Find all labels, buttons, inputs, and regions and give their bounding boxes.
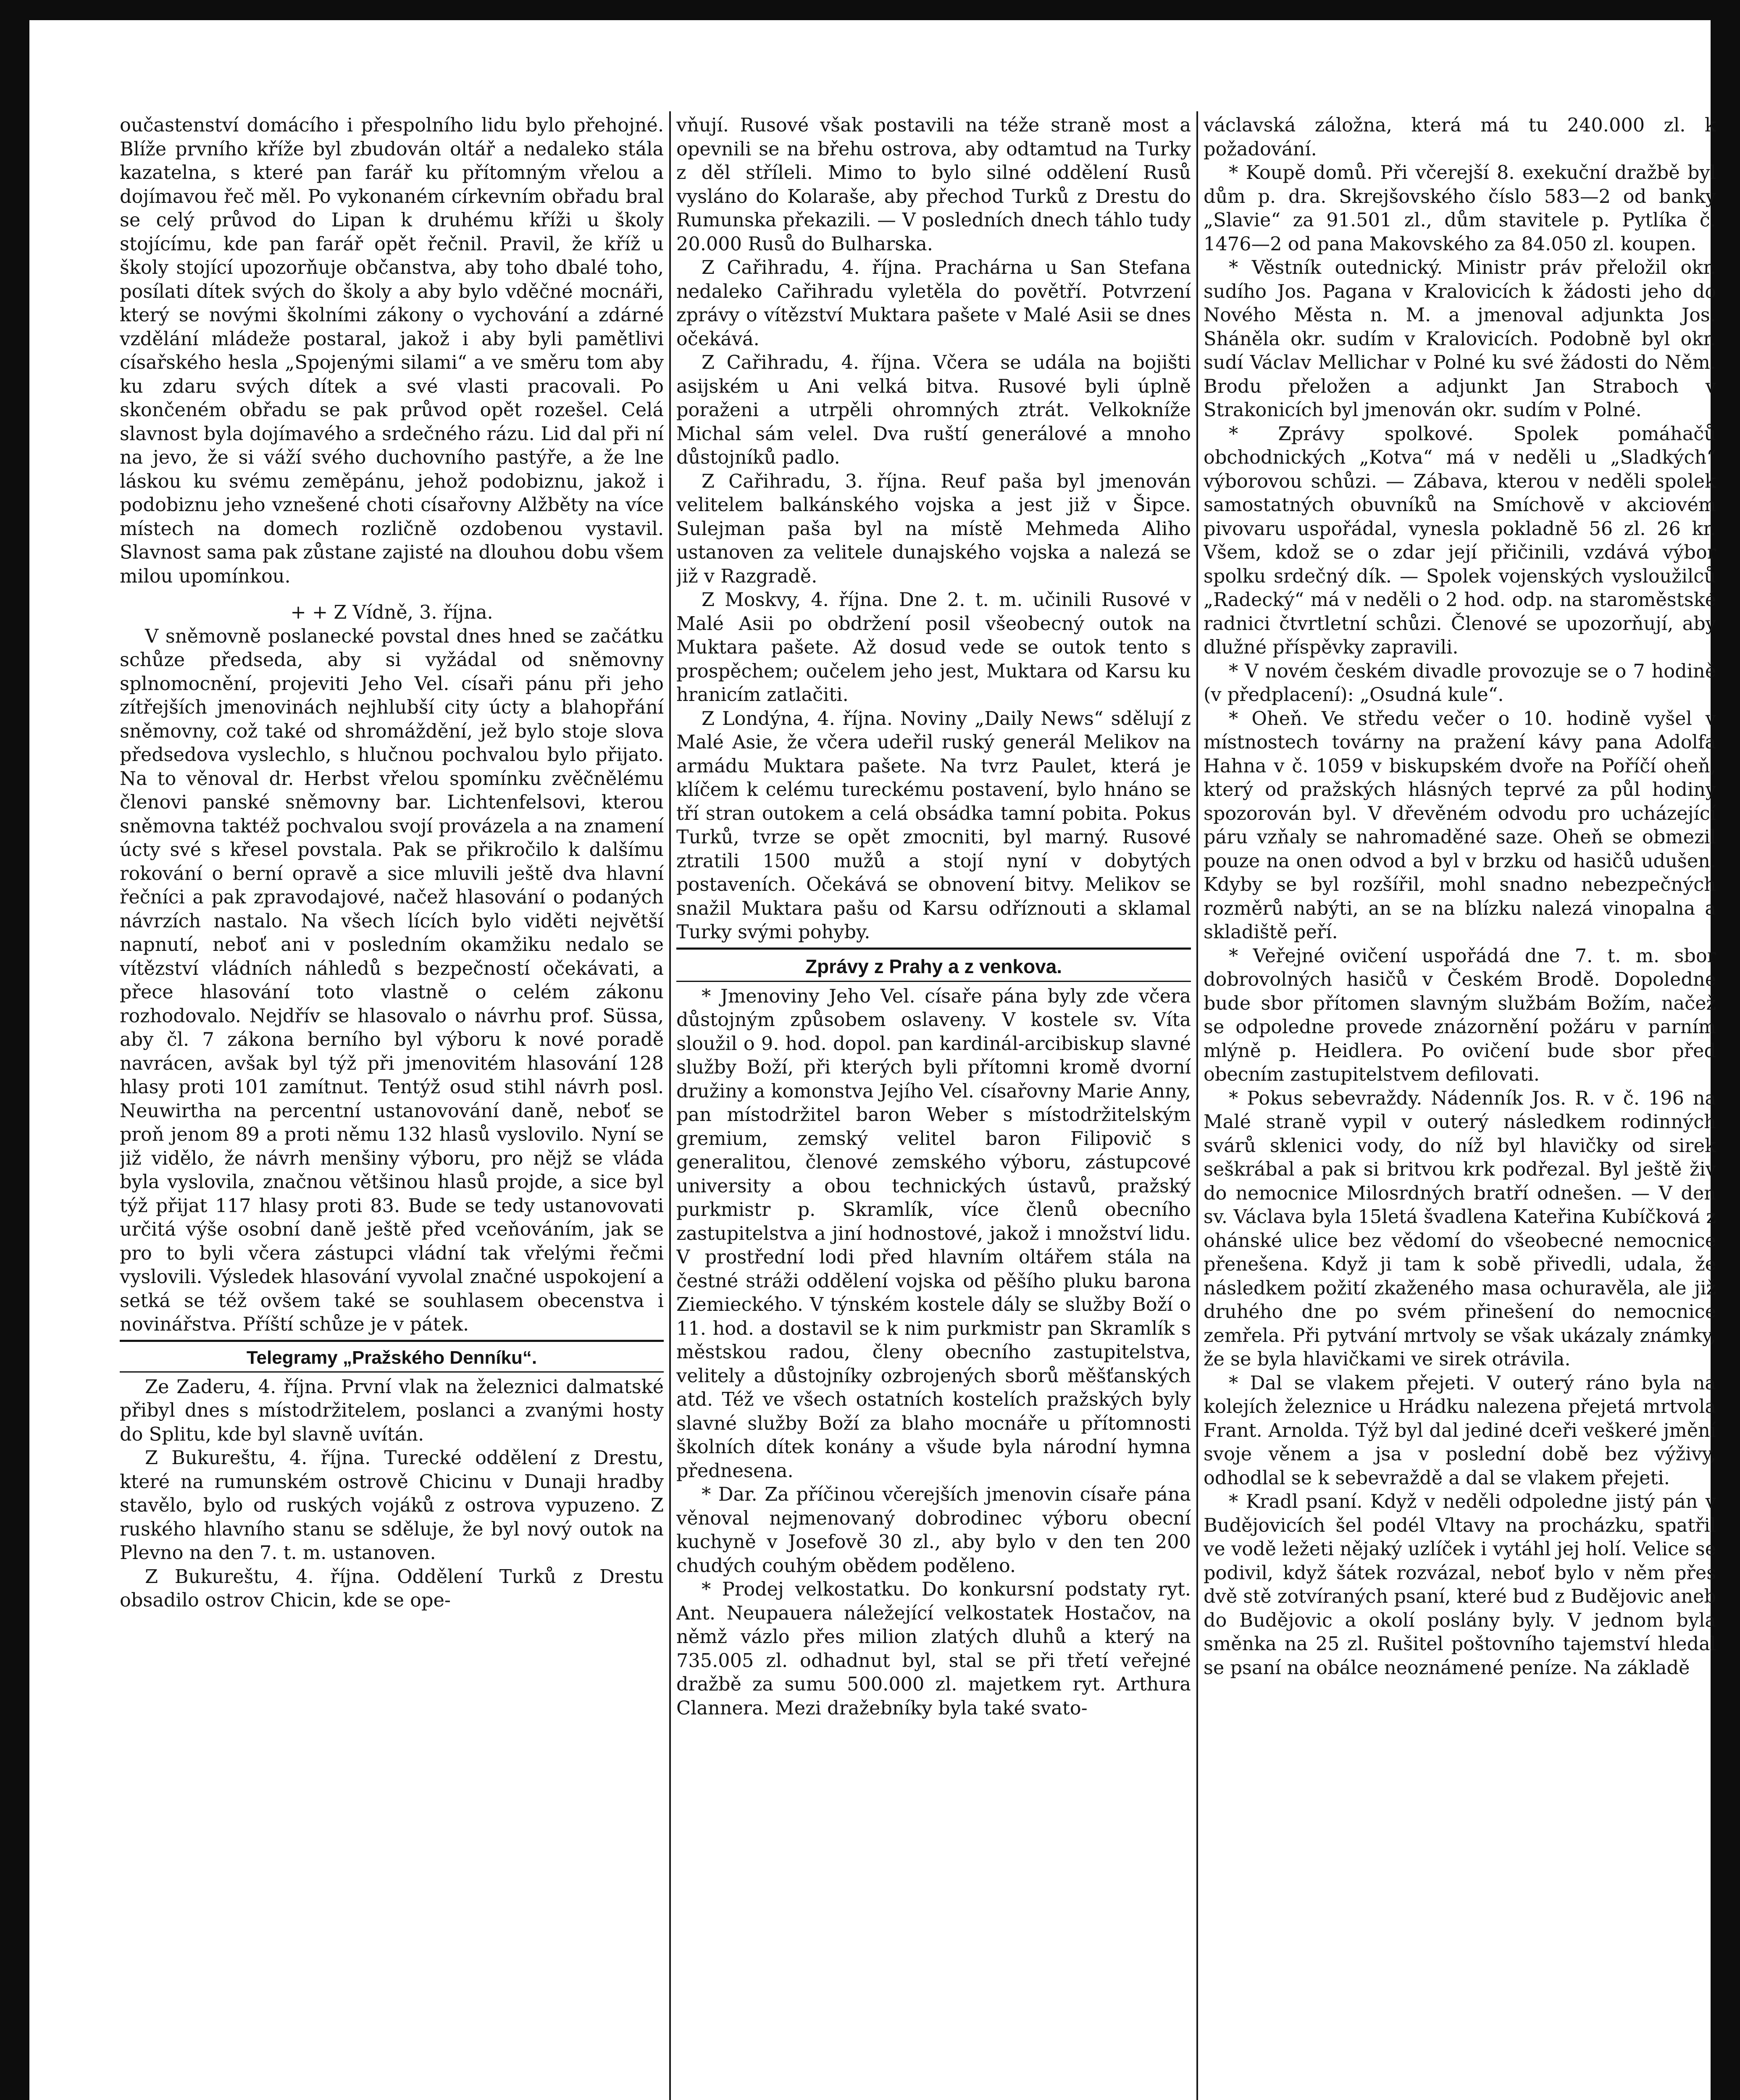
news-suicide-attempt: * Pokus sebevraždy. Nádenník Jos. R. v č. 196 na Malé straně vypil v outerý následkem rodinných svárů sklenici vody, do níž byl hlavičky od sirek seškrábal a pak si britvou krk podřezal. Byl ještě živ do nemocnice Milosrdných bratří odnešen. — V den sv. Václava byla 15letá švadlena Kateřina Kubíčková z ohánské ulice bez vědomí do všeobecné nemocnice přenešena. Když ji tam k sobě přivedli, udala, že následkem požití zkaženého masa ochuravěla, ale již druhého dne po svém přinešení do nemocnice zemřela. Při pytvání mrtvoly se však ukázaly známky, že se byla hlavičkami ve sirek otrávila. <box>1204 1087 1716 1370</box>
news-official-gazette: * Věstník outednický. Ministr práv přeložil okr. sudího Jos. Pagana v Kralovicích k žádosti jeho do Nového Města n. M. a jmenoval adjunkta Jos. Sháněla okr. sudím v Kralovicích. Podobně byl okr. sudí Václav Mellichar v Polné ku své žádosti do Něm. Brodu přeložen a adjunkt Jan Straboch v Strakonicích byl jmenován okr. sudím v Polné. <box>1204 257 1716 421</box>
scan-border-left <box>0 0 29 2100</box>
column-1 <box>120 113 664 2100</box>
telegram-bucharest-1: Z Bukureštu, 4. října. Turecké oddělení z Drestu, které na rumunském ostrově Chicinu v Dunaji hradby stavělo, bylo od ruských vojáků z ostrova vypuzeno. Z ruského hlavního stanu se sděluje, že byl nový outok na Plevno na den 7. t. m. ustanoven. <box>120 1447 664 1564</box>
news-estate-sale: * Prodej velkostatku. Do konkursní podstaty ryt. Ant. Neupauera náležející velkostatek Hostačov, na němž vázlo přes milion zlatých dluhů a který na 735.005 zl. odhadnut byl, stal se při třetí veřejné dražbě za sumu 500.000 zl. majetkem ryt. Arthura Clannera. Mezi dražebníky byla také svato- <box>676 1578 1191 1719</box>
telegram-bucharest-continued: vňují. Rusové však postavili na téže straně most a opevnili se na břehu ostrova, aby odtamtud na Turky z děl stříleli. Mimo to bylo silné oddělení Rusů vysláno do Kolaraše, aby přechod Turků z Drestu do Rumunska překazili. — V posledních dnech táhlo tudy 20.000 Rusů do Bulharska. <box>676 114 1191 255</box>
column-rule-2 <box>1196 111 1198 2100</box>
news-fire: * Oheň. Ve středu večer o 10. hodině vyšel v místnostech továrny na pražení kávy pana Adolfa Hahna v č. 1059 v biskupském dvoře na Poříčí oheň, který od pražských hlásných teprvé za půl hodiny spozorován byl. V dřevěném odvodu pro ucházející páru vzňaly se nahromaděné saze. Oheň se obmezil pouze na onen odvod a byl v brzku od hasičů udušen. Kdyby se byl rozšířil, mohl snadno nebezpečných rozměrů nabýti, an se na blízku nalezá vinopalna a skladiště peří. <box>1204 707 1716 943</box>
telegram-bucharest-2: Z Bukureštu, 4. října. Oddělení Turků z Drestu obsadilo ostrov Chicin, kde se ope- <box>120 1565 664 1611</box>
news-train-death: * Dal se vlakem přejeti. V outerý ráno byla na kolejích železnice u Hrádku nalezena přejetá mrtvola Frant. Arnolda. Týž byl dal jediné dceři veškeré jmění svoje věnem a jsa v poslední době bez výživy, odhodlal se k sebevraždě a dal se vlakem přejeti. <box>1204 1372 1716 1489</box>
column-2 <box>676 113 1191 2100</box>
telegram-constantinople-2: Z Cařihradu, 4. října. Včera se udála na bojišti asijském u Ani velká bitva. Rusové byli úplně poraženi a utrpěli ohromných ztrát. Velkokníže Michal sám velel. Dva ruští generálové a mnoho důstojníků padlo. <box>676 352 1191 468</box>
column-3 <box>1204 113 1716 2100</box>
article-ceremony-continued: oučastenství domácího i přespolního lidu bylo přehojné. Blíže prvního kříže byl zbudován oltář a nedaleko stála kazatelna, s které pan farář ku přítomným vřelou a dojímavou řeč měl. Po vykonaném církevním obřadu bral se celý průvod do Lipan k druhému kříži u školy stojícímu, kde pan farář opět řečnil. Pravil, že kříž u školy stojící upozorňuje občanstva, aby toho dbalé toho, posílati dítek svých do školy a aby bylo vděčné mocnáři, který se novými školními zákony o vychování a zdárné vzdělání mládeže postaral, jakož i aby byli pamětlivi císařského hesla „Spojenými silami“ a ve směru tom aby ku zdaru svých dítek a své vlasti pracovali. Po skončeném obřadu se pak průvod opět rozešel. Celá slavnost byla dojímavého a srdečného rázu. Lid dal při ní na jevo, že si váží svého duchovního pastýře, a že lne láskou ku svému zeměpánu, jehož podobiznu, jakož i podobiznu jeho vznešené choti císařovny Alžběty na více místech na domech rozličně ozdobenou vystavil. Slavnost sama pak zůstane zajisté na dlouhou dobu všem milou upomínkou. <box>120 114 664 587</box>
news-estate-sale-continued: václavská záložna, která má tu 240.000 zl. k požadování. <box>1204 114 1716 160</box>
telegram-moscow: Z Moskvy, 4. října. Dne 2. t. m. učinili Rusové v Malé Asii po obdržení posil všeobecný outok na Muktara pašete. Až dosud vede se outok tento s prospěchem; oučelem jeho jest, Muktara od Karsu ku hranicím zatlačiti. <box>676 589 1191 706</box>
section-divider <box>676 948 1191 950</box>
news-stolen-letters: * Kradl psaní. Když v neděli odpoledne jistý pán v Budějovicích šel podél Vltavy na procházku, spatřil ve vodě ležeti nějaký uzlíček i vytáhl jej holí. Velice se podivil, když šátek rozvázal, neboť bylo v něm přes dvě stě zotvíraných psaní, které bud z Budějovic aneb do Budějovic a okolí poslány byly. V jednom byla směnka na 25 zl. Rušitel poštovního tajemství hledal se psaní na obálce neoznámené peníze. Na základě <box>1204 1491 1716 1679</box>
telegram-london: Z Londýna, 4. října. Noviny „Daily News“ sdělují z Malé Asie, že včera udeřil ruský generál Melikov na armádu Muktara pašete. Na tvrz Paulet, která je klíčem k celému tureckému postavení, bylo hnáno se tří stran outokem a celá obsádka tamní pobita. Pokus Turků, tvrze se opět zmocniti, byl marný. Rusové ztratili 1500 mužů a stojí nyní v dobytých postaveních. Očekává se obnovení bitvy. Melikov se snažil Muktara pašu od Karsu odříznouti a sklamal Turky svými pohyby. <box>676 707 1191 943</box>
news-theatre: * V novém českém divadle provozuje se o 7 hodině (v předplacení): „Osudná kule“. <box>1204 660 1716 706</box>
article-vienna-parliament: V sněmovně poslanecké povstal dnes hned se začátku schůze předseda, aby si vyžádal od sněmovny splnomocnění, projeviti Jeho Vel. císaři pánu při jeho zítřejších jmenovinách nejhlubší city úcty a blahopřání sněmovny, což také od shromáždění, jež bylo stoje slova předsedova vyslechlo, s hlučnou pochvalou bylo přijato. Na to věnoval dr. Herbst vřelou spomínku zvěčnělému členovi panské sněmovny bar. Lichtenfelsovi, kterou sněmovna taktéž pochvalou svojí provázela a na znamení úcty své s křesel povstala. Pak se přikročilo k dalšímu rokování o berní opravě a sice mluvili ještě dva hlavní řečníci a pak zpravodajové, načež hlasování o podaných návrzích nastalo. Na všech lících bylo viděti největší napnutí, neboť ani v posledním okamžiku nedalo se vítězství vládních náhledů s bezpečností očekávati, a přece hlasování toto vlastně o celém zákonu rozhodovalo. Nejdřív se hlasovalo o návrhu prof. Süssa, aby čl. 7 zákona berního byl výboru k nové poradě navrácen, avšak byl týž při jmenovitém hlasování 128 hlasy proti 101 zamítnut. Tentýž osud stihl návrh posl. Neuwirtha na percentní ustanovování daně, neboť se proň jenom 89 a proti němu 132 hlasů vyslovilo. Nyní se již vidělo, že návrh menšiny výboru, pro nějž se vláda byla vyslovila, značnou většinou hlasů projde, a sice byl týž přijat 117 hlasy proti 83. Bude se tedy ustanovovati určitá výše osobní daně ještě před vceňováním, jak se pro to byli včera zástupci vládní tak vřelými řečmi vyslovili. Výsledek hlasování vyvolal značné uspokojení a setká se též ovšem také se souhlasem obecenstva i novinářstva. Příští schůze je v pátek. <box>120 625 664 1335</box>
news-house-purchase: * Koupě domů. Při včerejší 8. exekuční dražbě byl dům p. dra. Skrejšovského číslo 583—2 od banky „Slavie“ za 91.501 zl., dům stavitele p. Pytlíka č. 1476—2 od pana Makovského za 84.050 zl. koupen. <box>1204 162 1716 255</box>
news-association: * Zprávy spolkové. Spolek pomáhačů obchodnických „Kotva“ má v neděli u „Sladkých“ výborovou schůzi. — Zábava, kterou v neděli spolek samostatných obuvníků na Smíchově v akciovém pivovaru uspořádal, vynesla pokladně 56 zl. 26 kr. Všem, kdož se o zdar její přičinili, vzdává výbor spolku srdečný dík. — Spolek vojenských vysloužilců „Radecký“ má v neděli o 2 hod. odp. na staroměstské radnici čtvrtletní schůzi. Členové se upozorňují, aby dlužné příspěvky zapravili. <box>1204 423 1716 658</box>
heading-divider <box>676 981 1191 982</box>
scan-border-top <box>0 0 1740 20</box>
telegram-constantinople-3: Z Cařihradu, 3. října. Reuf paša byl jmenován velitelem balkánského vojska a jest již v Šipce. Sulejman paša byl na místě Mehmeda Aliho ustanoven za velitele dunajského vojska a nalezá se již v Razgradě. <box>676 470 1191 587</box>
news-gift: * Dar. Za příčinou včerejších jmenovin císaře pána věnoval nejmenovaný dobrodinec výboru obecní kuchyně v Josefově 30 zl., aby bylo v den ten 200 chudých couhým obědem poděleno. <box>676 1483 1191 1577</box>
telegram-heading: Telegramy „Pražského Denníku“. <box>246 1347 537 1368</box>
section-divider <box>120 1340 664 1342</box>
section-heading-prague: Zprávy z Prahy a z venkova. <box>805 955 1062 977</box>
telegram-zadar: Ze Zaderu, 4. října. První vlak na železnici dalmatské přibyl dnes s místodržitelem, poslanci a zvanými hosty do Splitu, kde byl slavně uvítán. <box>120 1376 664 1445</box>
column-rule-1 <box>669 111 671 2100</box>
telegram-constantinople-1: Z Cařihradu, 4. října. Prachárna u San Stefana nedaleko Cařihradu vyletěla do povětří. Potvrzení zprávy o vítězství Muktara pašete v Malé Asii se dnes očekává. <box>676 257 1191 350</box>
news-fire-drill: * Veřejné ovičení uspořádá dne 7. t. m. sbor dobrovolných hasičů v Českém Brodě. Dopoledne bude sbor přítomen slavným službám Božím, načež se odpoledne provede znázornění požáru v parním mlýně p. Heidlera. Po ovičení bude sbor před obecním zastupitelstvem defilovati. <box>1204 945 1716 1085</box>
news-name-day: * Jmenoviny Jeho Vel. císaře pána byly zde včera důstojným způsobem oslaveny. V kostele sv. Víta sloužil o 9. hod. dopol. pan kardinál-arcibiskup slavné služby Boží, při kterých byli přítomni kromě dvorní družiny a komonstva Jejího Vel. císařovny Marie Anny, pan místodržitel baron Weber s místodržitelským gremium, zemský velitel baron Filipovič s generalitou, členové zemského výboru, zástupcové university a obou technických ústavů, pražský purkmistr p. Skramlík, více členů obecního zastupitelstva a jiní hodnostové, jakož i množství lidu. V prostřední lodi před hlavním oltářem stála na čestné stráži oddělení vojska od pěšího pluku barona Ziemieckého. V týnském kostele dály se služby Boží o 11. hod. a dostavil se k nim purkmistr pan Skramlík s městskou radou, členy obecního zastupitelstva, velitely a důstojníky ozbrojených sborů měšťanských atd. Též ve všech ostatních kostelích pražských byly slavné služby Boží za blaho mocnáře u přítomnosti školních dítek konány a všude byla národní hymna přednesena. <box>676 985 1191 1482</box>
heading-divider <box>120 1371 664 1373</box>
vienna-dateline: + + Z Vídně, 3. října. <box>290 601 493 623</box>
